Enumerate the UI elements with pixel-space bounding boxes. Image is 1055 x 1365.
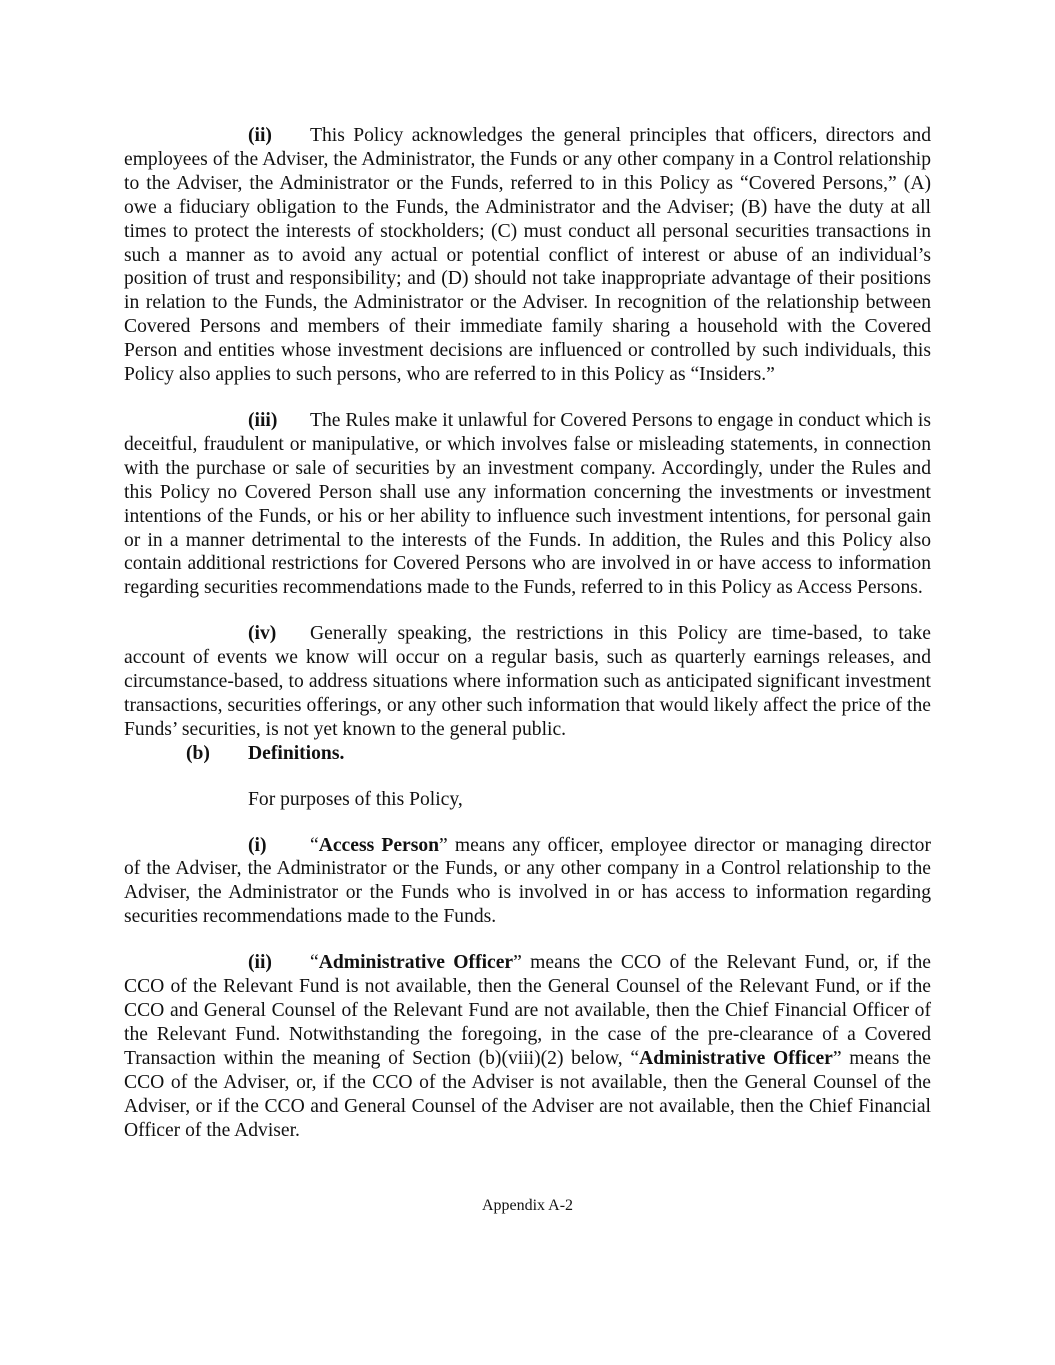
paragraph-iv-restrictions: [124, 622, 931, 742]
defined-term-repeat: Administrative Officer: [639, 1047, 833, 1069]
paragraph-text: Generally speaking, the restrictions in this Policy are time-based, to take account of events we know will occur on a regular basis, such as quarterly earnings releases, and circumstance-based, to address situations where information such as anticipated significant investment transactions, securities offerings, or any other such information that would likely affect the price of the Funds’ securities, is not yet known to the general public.: [124, 623, 931, 740]
paragraph-number: (i): [248, 834, 267, 856]
definitions-intro: [124, 788, 931, 812]
section-number: (b): [186, 742, 210, 764]
definition-text: ” means the CCO of the Relevant Fund, or, if the CCO of the Relevant Fund is not available, then the General Counsel of the Relevant Fund, or if the CCO and General Counsel of the Relevant Fund are not available, then the Chief Financial Officer of the Relevant Fund. Notwithstanding the foregoing, in the case of the pre-clearance of a Covered Transaction within the meaning of Section (b)(viii)(2) below, “: [124, 952, 932, 1069]
paragraph-number: (iii): [248, 409, 278, 431]
section-heading-definitions: [124, 742, 931, 766]
paragraph-number: (iv): [248, 623, 277, 645]
paragraph-text: The Rules make it unlawful for Covered Persons to engage in conduct which is deceitful, fraudulent or manipulative, or which involves false or misleading statements, in connection with the purchase or sale of securities by an investment company. Accordingly, under the Rules and this Policy no Covered Person shall use any information concerning the investments or investment intentions of the Funds, or his or her ability to influence such investment intentions, for personal gain or in a manner detrimental to the interests of the Funds. In addition, the Rules and this Policy also contain additional restrictions for Covered Persons who are involved in or have access to information regarding securities recommendations made to the Funds, referred to in this Policy as Access Persons.: [124, 409, 931, 599]
paragraph-text: This Policy acknowledges the general principles that officers, directors and employees of the Adviser, the Administrator, the Funds or any other company in a Control relationship to the Adviser, the Administrator or the Funds, referred to in this Policy as “Covered Persons,” (A) owe a fiduciary obligation to the Funds, the Administrator and the Adviser; (B) have the duty at all times to protect the interests of stockholders; (C) must conduct all personal securities transactions in such a manner as to avoid any actual or potential conflict of interest or abuse of an individual’s position of trust and responsibility; and (D) should not take inappropriate advantage of their positions in relation to the Funds, the Administrator or the Adviser. In recognition of the relationship between Covered Persons and members of their immediate family sharing a household with the Covered Person and entities whose investment decisions are influenced or controlled by such individuals, this Policy also applies to such persons, who are referred to in this Policy as “Insiders.”: [124, 125, 931, 386]
defined-term: Access Person: [318, 834, 440, 856]
page-label: Appendix A-2: [481, 1197, 574, 1214]
page-footer: [0, 1197, 1055, 1215]
definition-text: ” means any officer, employee director or managing director of the Adviser, the Administrator or the Funds, or any other company in a Control relationship to the Adviser, the Administrator or the Funds who is involved in or has access to information regarding securities recommendations made to the Funds.: [124, 834, 931, 928]
definition-access-person: [124, 834, 931, 930]
definition-administrative-officer: [124, 951, 931, 1142]
definition-text-continued: ” means the CCO of the Adviser, or, if the CCO of the Adviser is not available, then the General Counsel of the Adviser, or if the CCO and General Counsel of the Adviser are not available, then the Chief Financial Officer of the Adviser.: [124, 1047, 931, 1141]
open-quote: “: [310, 834, 319, 856]
paragraph-iii-rules: [124, 409, 931, 600]
defined-term: Administrative Officer: [318, 952, 514, 974]
paragraph-ii-general-principles: [124, 124, 931, 387]
section-title: Definitions.: [248, 742, 345, 764]
open-quote: “: [310, 952, 319, 974]
paragraph-number: (ii): [248, 952, 272, 974]
intro-text: For purposes of this Policy,: [248, 788, 463, 810]
paragraph-number: (ii): [248, 125, 272, 146]
document-body: [124, 124, 931, 1142]
